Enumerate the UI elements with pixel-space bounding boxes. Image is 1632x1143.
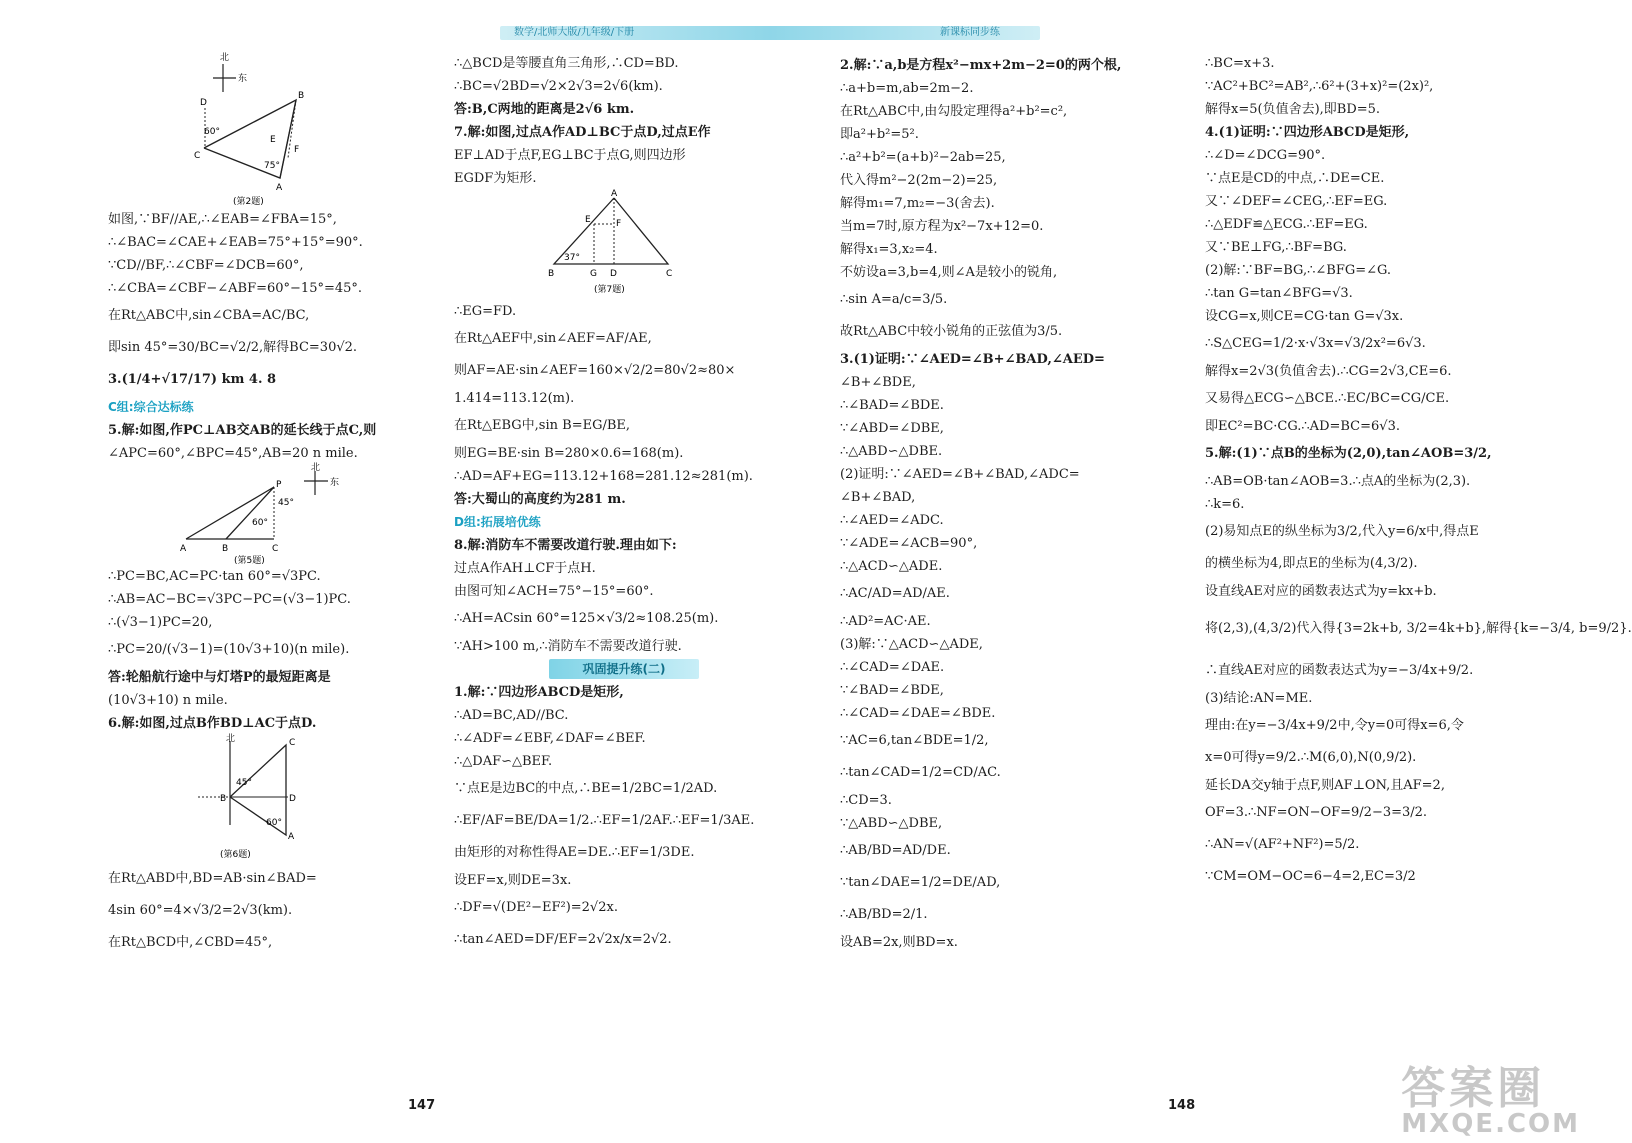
- col3-line: ∴tan∠CAD=1/2=CD/AC.: [840, 765, 1001, 780]
- col4-line: ∴AB=OB·tan∠AOB=3.∴点A的坐标为(2,3).: [1205, 474, 1471, 489]
- col4-line: 设CG=x,则CE=CG·tan G=√3x.: [1205, 309, 1404, 324]
- col4-line: 将(2,3),(4,3/2)代入得{3=2k+b, 3/2=4k+b},解得{k=−3/4, b=9/2}.: [1205, 621, 1632, 636]
- fig7-label-f: F: [616, 219, 622, 229]
- col3-line: ∴∠CAD=∠DAE=∠BDE.: [840, 706, 996, 721]
- fig5-triangle: [186, 487, 274, 539]
- fig2-label-60: 60°: [204, 127, 220, 137]
- col4-line: 设直线AE对应的函数表达式为y=kx+b.: [1205, 584, 1437, 599]
- figure-2: [108, 48, 428, 208]
- col2-line: ∴EF/AF=BE/DA=1/2.∴EF=1/2AF.∴EF=1/3AE.: [454, 813, 755, 828]
- col1-line: ∠APC=60°,∠BPC=45°,AB=20 n mile.: [108, 446, 358, 461]
- col1-line: 在Rt△BCD中,∠CBD=45°,: [108, 935, 273, 950]
- col1-line: ∴PC=BC,AC=PC·tan 60°=√3PC.: [108, 569, 321, 584]
- col3-line: 当m=7时,原方程为x²−7x+12=0.: [840, 219, 1044, 234]
- fig5-label-60: 60°: [252, 518, 268, 528]
- col2-line: ∴AH=ACsin 60°=125×√3/2≈108.25(m).: [454, 611, 719, 626]
- col1-line: ∴AB=AC−BC=√3PC−PC=(√3−1)PC.: [108, 592, 351, 607]
- col3-line: ∴AC/AD=AD/AE.: [840, 586, 950, 601]
- col1-line: ∵CD//BF,∴∠CBF=∠DCB=60°,: [108, 258, 304, 273]
- fig2-label-e: E: [270, 135, 276, 145]
- col4-line: (3)结论:AN=ME.: [1205, 691, 1313, 706]
- column-4: [1205, 52, 1632, 893]
- col4-line: 解得x=2√3(负值舍去).∴CG=2√3,CE=6.: [1205, 364, 1452, 379]
- col4-line: 又∵∠DEF=∠CEG,∴EF=EG.: [1205, 194, 1388, 209]
- col3-line: 解得x₁=3,x₂=4.: [840, 242, 938, 257]
- col2-line: ∴∠ADF=∠EBF,∠DAF=∠BEF.: [454, 731, 646, 746]
- col2-line: ∴tan∠AED=DF/EF=2√2x/x=2√2.: [454, 932, 672, 947]
- col4-line: ∴k=6.: [1205, 497, 1245, 512]
- fig2-label-east: 东: [238, 74, 248, 84]
- figure-7: [454, 190, 794, 300]
- col3-line: ∴∠AED=∠ADC.: [840, 513, 944, 528]
- col2-line: 则AF=AE·sin∠AEF=160×√2/2=80√2≈80×: [454, 363, 736, 378]
- column-1: [108, 48, 428, 959]
- fig7-label-c: C: [666, 269, 673, 279]
- col4-line: ∴BC=x+3.: [1205, 56, 1275, 71]
- fig7-label-d: D: [610, 269, 617, 279]
- fig7-caption: (第7题): [594, 285, 625, 295]
- col1-line: ∴(√3−1)PC=20,: [108, 615, 213, 630]
- fig5-label-b: B: [222, 544, 229, 554]
- col3-line: 2.解:∵a,b是方程x²−mx+2m−2=0的两个根,: [840, 58, 1122, 73]
- col2-line: ∴DF=√(DE²−EF²)=2√2x.: [454, 900, 618, 915]
- fig6-label-60: 60°: [266, 818, 282, 828]
- col3-line: (2)证明:∵∠AED=∠B+∠BAD,∠ADC=: [840, 467, 1080, 482]
- fig7-label-a: A: [611, 189, 618, 199]
- section-heading-c: C组:综合达标练: [108, 400, 194, 414]
- fig2-line-ae: [280, 100, 296, 178]
- col3-line: ∵∠ADE=∠ACB=90°,: [840, 536, 978, 551]
- fig6-label-b: B: [220, 794, 227, 804]
- col3-line: ∴∠BAD=∠BDE.: [840, 398, 944, 413]
- col2-line: ∵点E是边BC的中点,∴BE=1/2BC=1/2AD.: [454, 781, 718, 796]
- col3-line: ∴sin A=a/c=3/5.: [840, 292, 948, 307]
- col3-line: 即a²+b²=5².: [840, 127, 919, 142]
- section-banner: 巩固提升练(二): [549, 659, 700, 679]
- column-2: [454, 52, 794, 956]
- col2-line: 在Rt△AEF中,sin∠AEF=AF/AE,: [454, 331, 652, 346]
- col1-line: 5.解:如图,作PC⊥AB交AB的延长线于点C,则: [108, 423, 377, 438]
- fig2-label-75: 75°: [264, 161, 280, 171]
- col4-line: ∵AC²+BC²=AB²,∴6²+(3+x)²=(2x)²,: [1205, 79, 1434, 94]
- col4-line: (2)解:∵BF=BG,∴∠BFG=∠G.: [1205, 263, 1392, 278]
- fig2-label-a: A: [276, 183, 283, 193]
- col4-line: 又∵BE⊥FG,∴BF=BG.: [1205, 240, 1347, 255]
- col3-line: ∴△ACD∽△ADE.: [840, 559, 943, 574]
- col4-line: 4.(1)证明:∵四边形ABCD是矩形,: [1205, 125, 1410, 140]
- col4-line: 5.解:(1)∵点B的坐标为(2,0),tan∠AOB=3/2,: [1205, 446, 1492, 461]
- col2-line: ∴EG=FD.: [454, 304, 517, 319]
- page-number-left: 147: [408, 1098, 436, 1113]
- col1-line: ∴∠BAC=∠CAE+∠EAB=75°+15°=90°.: [108, 235, 363, 250]
- col4-line: 的横坐标为4,即点E的坐标为(4,3/2).: [1205, 556, 1418, 571]
- col4-line: ∴直线AE对应的函数表达式为y=−3/4x+9/2.: [1205, 663, 1474, 678]
- col4-line: ∴∠D=∠DCG=90°.: [1205, 148, 1326, 163]
- fig7-label-e: E: [585, 215, 591, 225]
- col1-line: 在Rt△ABD中,BD=AB·sin∠BAD=: [108, 871, 317, 886]
- col4-line: ∵CM=OM−OC=6−4=2,EC=3/2: [1205, 869, 1416, 884]
- col4-line: 又易得△ECG∽△BCE.∴EC/BC=CG/CE.: [1205, 391, 1450, 406]
- col1-line: (10√3+10) n mile.: [108, 693, 228, 708]
- col2-line: ∴△DAF∽△BEF.: [454, 754, 553, 769]
- col3-line: 故Rt△ABC中较小锐角的正弦值为3/5.: [840, 324, 1063, 339]
- col3-line: 在Rt△ABC中,由勾股定理得a²+b²=c²,: [840, 104, 1068, 119]
- col4-line: (2)易知点E的纵坐标为3/2,代入y=6/x中,得点E: [1205, 524, 1479, 539]
- fig5-label-a: A: [180, 544, 187, 554]
- col3-line: ∴CD=3.: [840, 793, 892, 808]
- col3-line: 3.(1)证明:∵∠AED=∠B+∠BAD,∠AED=: [840, 352, 1105, 367]
- fig2-caption: (第2题): [233, 197, 264, 207]
- col2-line: 1.414=113.12(m).: [454, 391, 575, 406]
- col3-line: ∴AB/BD=AD/DE.: [840, 843, 951, 858]
- col4-line: 解得x=5(负值舍去),即BD=5.: [1205, 102, 1381, 117]
- col1-line: ∴PC=20/(√3−1)=(10√3+10)(n mile).: [108, 642, 350, 657]
- col3-line: ∵△ABD∽△DBE,: [840, 816, 943, 831]
- col2-line: 1.解:∵四边形ABCD是矩形,: [454, 685, 624, 700]
- fig6-label-north: 北: [226, 734, 236, 744]
- col4-line: ∴△EDF≌△ECG.∴EF=EG.: [1205, 217, 1368, 232]
- fig5-label-north: 北: [311, 463, 321, 473]
- col2-line: 由矩形的对称性得AE=DE.∴EF=1/3DE.: [454, 845, 695, 860]
- col4-line: ∴S△CEG=1/2·x·√3x=√3/2x²=6√3.: [1205, 336, 1426, 351]
- col3-line: ∴AD²=AC·AE.: [840, 614, 931, 629]
- col4-line: ∴tan G=tan∠BFG=√3.: [1205, 286, 1353, 301]
- col4-line: 理由:在y=−3/4x+9/2中,令y=0可得x=6,令: [1205, 718, 1464, 733]
- col4-line: ∵点E是CD的中点,∴DE=CE.: [1205, 171, 1385, 186]
- col2-line: 设EF=x,则DE=3x.: [454, 873, 572, 888]
- fig2-label-c: C: [194, 151, 201, 161]
- col2-line: 在Rt△EBG中,sin B=EG/BE,: [454, 418, 631, 433]
- col1-line: 6.解:如图,过点B作BD⊥AC于点D.: [108, 716, 317, 731]
- col3-line: ∴a²+b²=(a+b)²−2ab=25,: [840, 150, 1006, 165]
- fig6-label-d: D: [289, 794, 296, 804]
- col2-line: ∴AD=AF+EG=113.12+168=281.12≈281(m).: [454, 469, 753, 484]
- col2-line: ∴△BCD是等腰直角三角形,∴CD=BD.: [454, 56, 679, 71]
- col1-line: 3.(1/4+√17/17) km 4. 8: [108, 372, 277, 387]
- col2-line: ∴BC=√2BD=√2×2√3=2√6(km).: [454, 79, 663, 94]
- col1-line: 在Rt△ABC中,sin∠CBA=AC/BC,: [108, 308, 310, 323]
- col2-line: 则EG=BE·sin B=280×0.6=168(m).: [454, 446, 684, 461]
- col2-line: ∵AH>100 m,∴消防车不需要改道行驶.: [454, 639, 682, 654]
- page-number-right: 148: [1168, 1098, 1196, 1113]
- fig7-label-b: B: [548, 269, 555, 279]
- col1-line: ∴∠CBA=∠CBF−∠ABF=60°−15°=45°.: [108, 281, 363, 296]
- fig5-label-east: 东: [330, 478, 340, 488]
- col3-line: ∴AB/BD=2/1.: [840, 907, 928, 922]
- header-right-text: 新课标同步练: [940, 27, 1000, 38]
- col3-line: 设AB=2x,则BD=x.: [840, 935, 958, 950]
- col3-line: 代入得m²−2(2m−2)=25,: [840, 173, 998, 188]
- fig6-label-45: 45°: [236, 778, 252, 788]
- fig7-label-37: 37°: [564, 253, 580, 263]
- col3-line: (3)解:∵△ACD∽△ADE,: [840, 637, 983, 652]
- fig5-label-p: P: [276, 480, 282, 490]
- col2-line: 过点A作AH⊥CF于点H.: [454, 561, 596, 576]
- fig6-caption: (第6题): [220, 850, 251, 860]
- fig5-label-c: C: [272, 544, 279, 554]
- col3-line: 不妨设a=3,b=4,则∠A是较小的锐角,: [840, 265, 1058, 280]
- col4-line: ∴AN=√(AF²+NF²)=5/2.: [1205, 837, 1360, 852]
- watermark-line-1: 答案圈: [1401, 1063, 1546, 1114]
- col3-line: ∴△ABD∽△DBE.: [840, 444, 943, 459]
- col2-line: 答:B,C两地的距离是2√6 km.: [454, 102, 635, 117]
- col3-line: 解得m₁=7,m₂=−3(舍去).: [840, 196, 995, 211]
- section-heading-d: D组:拓展培优练: [454, 515, 541, 529]
- col2-line: 答:大蜀山的高度约为281 m.: [454, 492, 626, 507]
- watermark-logo: [1401, 1063, 1580, 1139]
- col3-line: ∵AC=6,tan∠BDE=1/2,: [840, 733, 989, 748]
- col3-line: ∴∠CAD=∠DAE.: [840, 660, 945, 675]
- col2-line: 由图可知∠ACH=75°−15°=60°.: [454, 584, 654, 599]
- figure-5: [108, 465, 428, 565]
- fig2-label-north: 北: [220, 53, 230, 63]
- header-left-text: 数学/北师大版/九年级/下册: [514, 27, 635, 38]
- col3-line: ∠B+∠BDE,: [840, 375, 916, 390]
- column-3: [840, 54, 1185, 954]
- col4-line: 即EC²=BC·CG.∴AD=BC=6√3.: [1205, 419, 1400, 434]
- col2-line: EGDF为矩形.: [454, 171, 537, 186]
- fig5-label-45: 45°: [278, 498, 294, 508]
- col1-line: 即sin 45°=30/BC=√2/2,解得BC=30√2.: [108, 340, 358, 355]
- col3-line: ∠B+∠BAD,: [840, 490, 916, 505]
- col2-line: EF⊥AD于点F,EG⊥BC于点G,则四边形: [454, 148, 686, 163]
- col4-line: 延长DA交y轴于点F,则AF⊥ON,且AF=2,: [1205, 778, 1445, 793]
- col4-line: OF=3.∴NF=ON−OF=9/2−3=3/2.: [1205, 805, 1428, 820]
- running-header: [500, 26, 1040, 40]
- col2-line: 8.解:消防车不需要改道行驶.理由如下:: [454, 538, 677, 553]
- col2-line: 7.解:如图,过点A作AD⊥BC于点D,过点E作: [454, 125, 711, 140]
- fig6-label-a: A: [288, 832, 295, 842]
- watermark-line-2: MXQE.COM: [1401, 1109, 1580, 1139]
- col3-line: ∴a+b=m,ab=2m−2.: [840, 81, 974, 96]
- col1-line: 4sin 60°=4×√3/2=2√3(km).: [108, 903, 293, 918]
- fig7-label-g: G: [590, 269, 597, 279]
- col2-line: ∴AD=BC,AD//BC.: [454, 708, 569, 723]
- fig2-label-f: F: [294, 145, 300, 155]
- fig5-caption: (第5题): [234, 556, 265, 566]
- col3-line: ∵∠ABD=∠DBE,: [840, 421, 944, 436]
- fig2-label-b: B: [298, 91, 305, 101]
- col4-line: x=0可得y=9/2.∴M(6,0),N(0,9/2).: [1205, 750, 1417, 765]
- col3-line: ∵∠BAD=∠BDE,: [840, 683, 944, 698]
- col3-line: ∵tan∠DAE=1/2=DE/AD,: [840, 875, 1001, 890]
- figure-6: [108, 735, 428, 863]
- col1-line: 答:轮船航行途中与灯塔P的最短距离是: [108, 670, 331, 685]
- col1-line: 如图,∵BF//AE,∴∠EAB=∠FBA=15°,: [108, 212, 337, 227]
- section-banner-row: [454, 658, 794, 681]
- fig2-label-d: D: [200, 98, 207, 108]
- fig6-label-c: C: [289, 738, 296, 748]
